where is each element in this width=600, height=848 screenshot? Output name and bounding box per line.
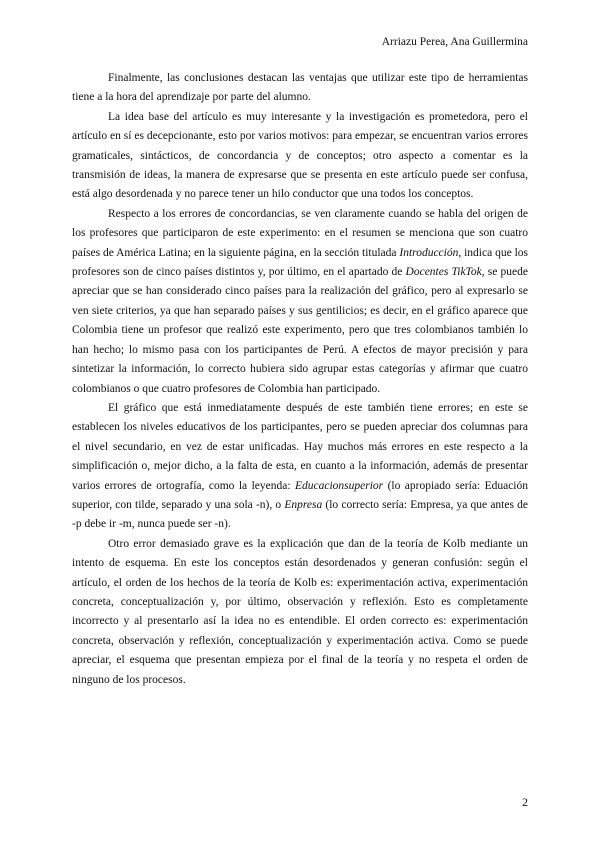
- paragraph-concordance-errors: [72, 205, 528, 399]
- paragraph-text-segment: , se puede apreciar que se han considerado cinco países para la realización del gráfico, pero al expresarlo se ven siete criterios, ya que han separado países y sus gentilicios; es decir, en el gráfico aparece que Colombia tiene un profesor que realizó este experimento, pero que tres colombianos también lo han hecho; lo mismo pasa con los participantes de Perú. A efectos de mayor precisión y para sintetizar la información, lo correcto hubiera sido agrupar estas categorías y afirmar que cuatro colombianos o que cuatro profesores de Colombia han participado.: [72, 266, 529, 395]
- paragraph-kolb-theory: Otro error demasiado grave es la explicación que dan de la teoría de Kolb mediante un intento de esquema. En este los conceptos están desordenados y generan confusión: según el artículo, el orden de los hechos de la teoría de Kolb es: experimentación activa, experimentación concreta, conceptualización y, por último, observación y reflexión. Esto es completamente incorrecto y al presentarlo así la idea no es entendible. El orden correcto es: experimentación concreta, observación y reflexión, conceptualización y experimentación activa. Como se puede apreciar, el esquema que presentan empieza por el final de la teoría y no respeta el orden de ninguno de los procesos.: [72, 537, 528, 686]
- paragraph-text-segment: (lo correcto sería: Empresa, ya que antes de -p debe ir -m, nunca puede ser -n).: [72, 498, 528, 531]
- paragraph-text-segment: El gráfico que está inmediatamente después de este también tiene errores; en este se establecen los niveles educativos de los participantes, pero se pueden apreciar dos columnas para el nivel secundario, en vez de estar unificadas. Hay muchos más errores en este respecto a la simplificación o, mejor dicho, a la falta de esta, en cuanto a la información, además de presentar varios errores de ortografía, como la leyenda:: [72, 401, 528, 492]
- paragraph-text-segment: Respecto a los errores de concordancias, se ven claramente cuando se habla del origen de los profesores que participaron de este experimento: en el resumen se menciona que son cuatro países de América Latina; en la siguiente página, en la sección titulada: [72, 207, 528, 259]
- paragraph-text-segment: (lo apropiado sería: Eduación superior, con tilde, separado y una sola -n), o: [72, 479, 528, 511]
- page-number: 2: [522, 795, 528, 809]
- italic-quoted-label: Enpresa: [284, 498, 323, 511]
- body-text: [72, 69, 528, 690]
- italic-quoted-label: Educacionsuperior: [294, 479, 384, 492]
- paragraph-article-critique: La idea base del artículo es muy interesante y la investigación es prometedora, pero el artículo en sí es decepcionante, esto por varios motivos: para empezar, se encuentran varios errores gramaticales, sintácticos, de concordancia y de conceptos; otro aspecto a comentar es la transmisión de ideas, la manera de expresarse que se presenta en este artículo puede ser confusa, está algo desordenada y no parece tener un hilo conductor que una todos los conceptos.: [72, 110, 528, 201]
- italic-section-title: Introducción: [399, 246, 459, 259]
- running-header: Arriazu Perea, Ana Guillermina: [381, 36, 528, 48]
- paragraph-chart-errors: [72, 399, 528, 535]
- paragraph-conclusions: Finalmente, las conclusiones destacan las ventajas que utilizar este tipo de herramientas tiene a la hora del aprendizaje por parte del alumno.: [72, 72, 528, 104]
- italic-section-title: Docentes TikTok: [405, 266, 482, 279]
- paragraph-text-segment: , indica que los profesores son de cinco países distintos y, por último, en el apartado de: [72, 246, 528, 279]
